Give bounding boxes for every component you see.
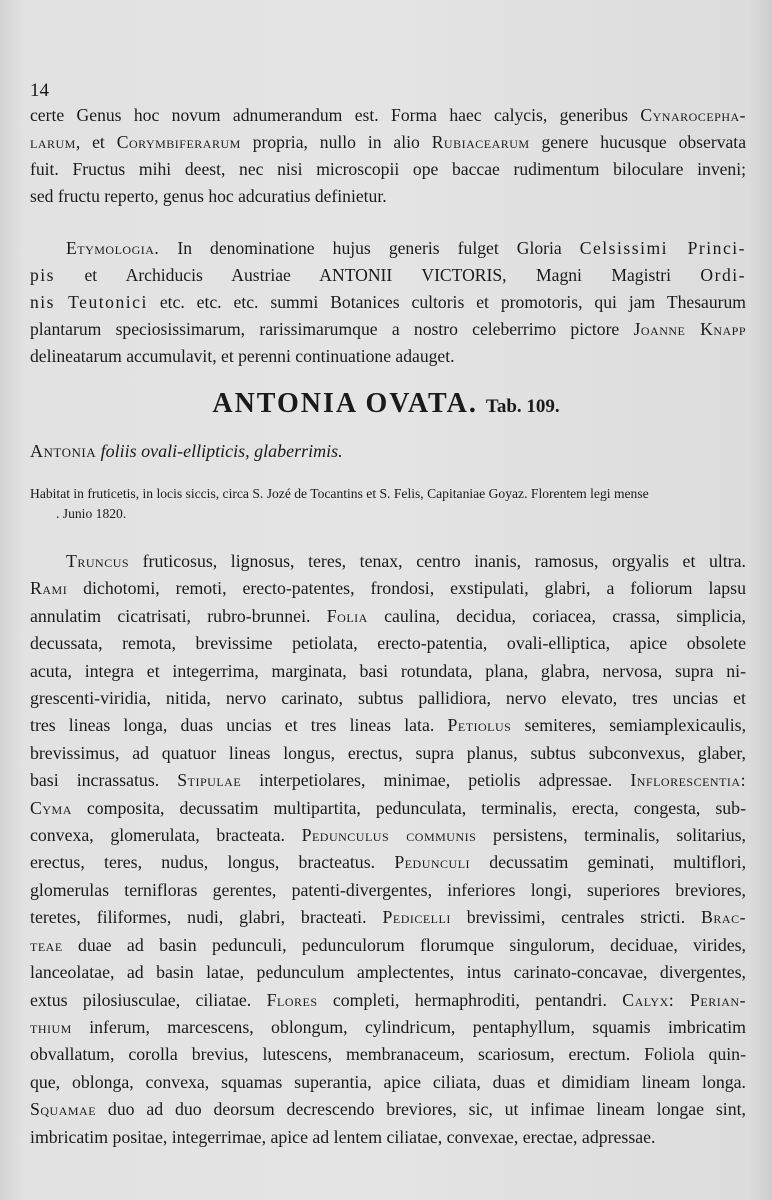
text-span: interpetiolares, minimae, petiolis adpressae.: [241, 770, 631, 791]
description-line: [30, 712, 746, 739]
species-diagnosis: [30, 441, 343, 462]
text-span: inferum, marcescens, oblongum, cylindricum, pentaphyllum, squamis imbricatim: [71, 1016, 746, 1037]
term: Flores: [266, 989, 318, 1010]
text-span: brevissimus, ad quatuor lineas longus, erectus, supra planus, subtus subconvexus, glaber,: [30, 742, 746, 763]
text-line: [30, 316, 746, 343]
text-span: semiteres, semiamplexicaulis,: [511, 715, 747, 736]
description-line: [30, 1096, 746, 1123]
text-span: composita, decussatim multipartita, pedunculata, terminalis, erecta, congesta, sub-: [71, 797, 746, 818]
taxon-name: larum: [30, 132, 76, 152]
term: Cyma: [30, 797, 72, 818]
text-line: . Junio 1820.: [56, 506, 127, 521]
section-label: Etymologia.: [66, 238, 160, 258]
text-span: brevissimi, centrales stricti.: [450, 907, 702, 928]
etymology-paragraph: [30, 235, 746, 370]
text-line: sed fructu reperto, genus hoc adcuratius definietur.: [30, 186, 387, 206]
text-span: fruticosus, lignosus, teres, tenax, centro inanis, ramosus, orgyalis et ultra.: [129, 551, 746, 571]
term: Pedicelli: [382, 907, 451, 928]
text-span: teretes, filiformes, nudi, glabri, bracteati.: [30, 907, 383, 928]
text-span: nis Teutonici: [30, 292, 148, 312]
text-span: acuta, integra et integerrima, marginata, basi rotundata, plana, glabra, nervosa, supra ni-: [30, 660, 746, 681]
term: teae: [30, 934, 63, 955]
person-name: Joanne Knapp: [633, 319, 746, 339]
text-line: Habitat in fruticetis, in locis siccis, circa S. Jozé de Tocantins et S. Felis, Capitaniae Goyaz. Florentem legi mense: [30, 486, 649, 501]
text-line: [30, 262, 746, 289]
text-span: duae ad basin pedunculi, pedunculorum florumque singulorum, deciduae, virides,: [62, 934, 746, 955]
description-line: [30, 1014, 746, 1041]
text-span: plantarum speciosissimarum, rarissimarumque a nostro celeberrimo pictore: [30, 319, 620, 339]
text-span: extus pilosiusculae, ciliatae.: [30, 989, 267, 1010]
text-span: In denominatione hujus generis fulget Gloria: [177, 238, 562, 258]
text-span: persistens, terminalis, solitarius,: [476, 825, 746, 846]
description-line: [30, 1069, 746, 1096]
text-span: completi, hermaphroditi, pentandri.: [317, 989, 623, 1010]
description-line: [30, 685, 746, 712]
species-description: [30, 548, 746, 1151]
text-span: genere hucusque observata: [541, 132, 747, 152]
term: Pedunculi: [394, 852, 471, 873]
term: Rami: [30, 578, 68, 599]
taxon-name: Corymbiferarum: [116, 132, 241, 152]
text-line: [30, 129, 746, 156]
habitat-note: [30, 484, 746, 524]
term: Folia: [326, 605, 368, 626]
text-span: pis: [30, 265, 56, 285]
text-span: duo ad duo deorsum decrescendo breviores, sic, ut infimae lineam longae sint,: [96, 1099, 746, 1120]
text-line: delineatarum accumulavit, et perenni continuatione adauget.: [30, 346, 455, 366]
genus-name: Antonia: [30, 441, 97, 461]
taxon-name: Cynarocepha-: [640, 105, 747, 125]
text-span: tres lineas longa, duas uncias et tres lineas lata.: [30, 715, 448, 736]
text-span: certe Genus hoc novum adnumerandum est. Forma haec calycis, generibus: [30, 105, 629, 125]
term: thium: [30, 1016, 72, 1037]
text-span: erectus, teres, nudus, longus, bracteatus.: [30, 852, 395, 873]
text-line: [30, 102, 746, 129]
text-span: decussatim geminati, multiflori,: [470, 852, 747, 873]
text-span: convexa, glomerulata, bracteata.: [30, 825, 302, 846]
description-line: [30, 548, 746, 575]
plate-reference: Tab. 109.: [485, 396, 560, 417]
description-line: [30, 987, 746, 1014]
description-line: [30, 1124, 746, 1151]
text-span: etc. etc. etc. summi Botanices cultoris et promotoris, qui jam Thesaurum: [159, 292, 746, 312]
term: Petiolus: [447, 715, 512, 736]
text-span: et Archiducis Austriae ANTONII VICTORIS, Magni Magistri: [84, 265, 671, 285]
intro-paragraph: [30, 102, 746, 210]
description-line: [30, 740, 746, 767]
term: Truncus: [66, 551, 130, 571]
description-line: [30, 959, 746, 986]
term: Pedunculus communis: [301, 825, 477, 846]
term: Stipulae: [177, 770, 242, 791]
description-line: [30, 767, 746, 794]
text-span: grescenti-viridia, nitida, nervo carinato, subtus pallidiora, nervo elevato, tres uncias et: [30, 688, 746, 709]
text-span: obvallatum, corolla brevius, lutescens, membranaceum, scariosum, erectum. Foliola quin-: [30, 1044, 746, 1065]
term: Calyx: Perian-: [622, 989, 746, 1010]
description-line: [30, 822, 746, 849]
text-span: Ordi-: [700, 265, 746, 285]
text-span: , et: [75, 132, 105, 152]
term: Squamae: [30, 1099, 97, 1120]
text-span: caulina, decidua, coriacea, crassa, simplicia,: [367, 605, 747, 626]
species-title: ANTONIA OVATA.: [212, 388, 478, 419]
text-line: [30, 235, 746, 262]
term: Brac-: [701, 907, 747, 928]
page-number: 14: [30, 80, 49, 101]
text-span: basi incrassatus.: [30, 770, 178, 791]
text-span: propria, nullo in alio: [252, 132, 420, 152]
text-span: dichotomi, remoti, erecto-patentes, frondosi, exstipulati, glabri, a foliorum lapsu: [67, 578, 746, 599]
term: Inflorescentia:: [630, 770, 747, 791]
description-line: [30, 1041, 746, 1068]
description-line: [30, 630, 746, 657]
species-heading: [0, 388, 772, 420]
text-span: Celsissimi Princi-: [579, 238, 746, 258]
description-line: [30, 932, 746, 959]
description-line: [30, 795, 746, 822]
description-line: [30, 877, 746, 904]
taxon-name: Rubiacearum: [431, 132, 530, 152]
text-line: fuit. Fructus mihi deest, nec nisi microscopii ope baccae rudimentum biloculare inveni;: [30, 159, 746, 179]
text-line: [30, 289, 746, 316]
description-line: [30, 603, 746, 630]
text-span: decussata, remota, brevissime petiolata, erecto-patentia, ovali-elliptica, apice obsolete: [30, 633, 746, 654]
description-line: [30, 575, 746, 602]
description-line: [30, 849, 746, 876]
description-line: [30, 904, 746, 931]
text-span: imbricatim positae, integerrimae, apice ad lentem ciliatae, convexae, erectae, adpressae.: [30, 1126, 656, 1147]
text-span: annulatim cicatrisati, rubro-brunnei.: [30, 605, 327, 626]
description-line: [30, 658, 746, 685]
text-span: lanceolatae, ad basin latae, pedunculum amplectentes, intus carinato-concavae, divergentes,: [30, 962, 746, 983]
text-span: que, oblonga, convexa, squamas superantia, apice ciliata, duas et dimidiam lineam longa.: [30, 1071, 746, 1092]
diagnosis-text: foliis ovali-ellipticis, glaberrimis.: [100, 441, 343, 461]
text-span: glomerulas ternifloras gerentes, patenti-divergentes, inferiores longi, superiores breviores,: [30, 879, 746, 900]
